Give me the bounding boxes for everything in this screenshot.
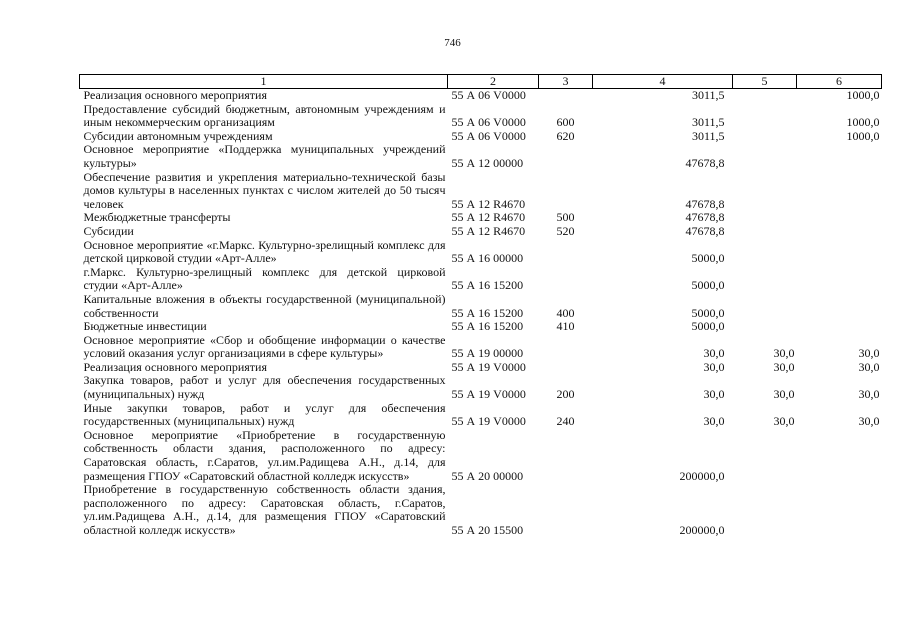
row-amount-col4: 5000,0 — [691, 305, 725, 320]
row-amount-col5 — [733, 266, 797, 293]
row-amount-col5: 30,0 — [773, 346, 795, 361]
table-row — [80, 266, 882, 293]
row-expense-type — [539, 361, 593, 375]
table-body — [80, 89, 882, 538]
row-amount-col4: 3011,5 — [691, 115, 725, 130]
row-amount-col5 — [733, 225, 797, 239]
row-amount-col6: 30,0 — [858, 387, 880, 402]
table-row — [80, 130, 882, 144]
row-name: Капитальные вложения в объекты государственной (муниципальной) собственности — [83, 291, 446, 320]
row-amount-col5 — [733, 143, 797, 170]
row-expense-type: 620 — [556, 128, 575, 143]
row-amount-col5: 30,0 — [773, 359, 795, 374]
row-amount-col4: 47678,8 — [685, 155, 725, 170]
budget-table — [79, 74, 882, 538]
row-expense-type — [539, 171, 593, 212]
row-code: 55 А 16 15200 — [451, 278, 524, 293]
row-amount-col4: 5000,0 — [691, 319, 725, 334]
row-amount-col5 — [733, 171, 797, 212]
row-name: Реализация основного мероприятия — [83, 359, 267, 374]
row-expense-type: 600 — [556, 115, 575, 130]
row-code: 55 А 16 15200 — [451, 319, 524, 334]
row-code: 55 А 16 00000 — [451, 251, 524, 266]
row-amount-col5 — [733, 103, 797, 130]
row-amount-col6: 1000,0 — [846, 88, 880, 102]
row-code: 55 А 19 V0000 — [451, 387, 526, 402]
row-code: 55 А 12 R4670 — [451, 223, 526, 238]
row-expense-type: 520 — [556, 223, 575, 238]
row-code: 55 А 19 V0000 — [451, 414, 526, 429]
row-amount-col4: 200000,0 — [679, 468, 725, 483]
column-header: 2 — [448, 75, 539, 89]
table-row — [80, 361, 882, 375]
column-header: 4 — [593, 75, 733, 89]
row-code: 55 А 12 R4670 — [451, 196, 526, 211]
column-header: 5 — [733, 75, 797, 89]
table-header-row — [80, 75, 882, 89]
table-row — [80, 143, 882, 170]
row-amount-col6 — [797, 171, 882, 212]
row-expense-type — [539, 143, 593, 170]
table-row — [80, 225, 882, 239]
row-name: Приобретение в государственную собственность области здания, расположенного по адресу: Саратовская область, г.Саратов, ул.им.Радищева А.Н., д.14, для размещения ГПОУ «Саратовский областной колледж искусств» — [83, 482, 446, 537]
table-row — [80, 239, 882, 266]
row-amount-col6: 30,0 — [858, 359, 880, 374]
row-amount-col4: 47678,8 — [685, 210, 725, 225]
row-name: Закупка товаров, работ и услуг для обеспечения государственных (муниципальных) нужд — [83, 373, 446, 402]
row-amount-col6 — [797, 266, 882, 293]
row-name: Основное мероприятие «Поддержка муниципальных учреждений культуры» — [83, 142, 446, 170]
table-row — [80, 320, 882, 334]
row-amount-col5: 30,0 — [773, 387, 795, 402]
row-amount-col4: 47678,8 — [685, 223, 725, 238]
row-amount-col5 — [733, 130, 797, 144]
row-amount-col5 — [733, 483, 797, 537]
row-code: 55 А 19 V0000 — [451, 359, 526, 374]
table-row — [80, 374, 882, 401]
row-name: Основное мероприятие «Сбор и обобщение информации о качестве условий оказания услуг организациями в сфере культуры» — [83, 332, 446, 361]
row-amount-col4: 30,0 — [703, 346, 725, 361]
row-amount-col6 — [797, 225, 882, 239]
table-row — [80, 402, 882, 429]
row-amount-col4: 47678,8 — [685, 196, 725, 211]
row-code: 55 А 20 00000 — [451, 468, 524, 483]
row-amount-col6: 30,0 — [858, 414, 880, 429]
row-amount-col4: 3011,5 — [691, 88, 725, 102]
row-code: 55 А 12 00000 — [451, 155, 524, 170]
row-amount-col5 — [733, 239, 797, 266]
row-amount-col4: 30,0 — [703, 387, 725, 402]
row-amount-col6 — [797, 211, 882, 225]
row-amount-col4: 5000,0 — [691, 278, 725, 293]
column-header: 1 — [80, 75, 448, 89]
row-name: Предоставление субсидий бюджетным, автономным учреждениям и иным некоммерческим организациям — [83, 101, 446, 130]
row-name: Субсидии — [83, 223, 134, 238]
column-header: 3 — [539, 75, 593, 89]
table-row — [80, 429, 882, 483]
row-expense-type: 410 — [556, 319, 575, 334]
table-row — [80, 89, 882, 103]
row-name: Обеспечение развития и укрепления материально-технической базы домов культуры в населенных пунктах с числом жителей до 50 тысяч человек — [83, 169, 446, 211]
row-amount-col6 — [797, 293, 882, 320]
row-amount-col4: 5000,0 — [691, 251, 725, 266]
row-code: 55 А 06 V0000 — [451, 88, 526, 102]
row-amount-col6: 1000,0 — [846, 128, 880, 143]
row-expense-type — [539, 429, 593, 483]
row-expense-type: 240 — [556, 414, 575, 429]
row-code: 55 А 19 00000 — [451, 346, 524, 361]
row-amount-col4: 200000,0 — [679, 523, 725, 537]
row-expense-type — [539, 266, 593, 293]
row-name: Бюджетные инвестиции — [83, 319, 207, 334]
row-amount-col6 — [797, 320, 882, 334]
row-code: 55 А 06 V0000 — [451, 115, 526, 130]
table-row — [80, 293, 882, 320]
row-amount-col6 — [797, 143, 882, 170]
row-amount-col5 — [733, 89, 797, 103]
row-name: Основное мероприятие «Приобретение в государственную собственность области здания, расположенного по адресу: Саратовская область, г.Саратов, ул.им.Радищева А.Н., д.14, для размещения ГПОУ «Саратовский областной колледж искусств» — [83, 427, 446, 483]
row-amount-col5 — [733, 293, 797, 320]
row-expense-type — [539, 483, 593, 537]
row-code: 55 А 06 V0000 — [451, 128, 526, 143]
row-amount-col5 — [733, 429, 797, 483]
row-name: Субсидии автономным учреждениям — [83, 128, 273, 143]
row-name: г.Маркс. Культурно-зрелищный комплекс для детской цирковой студии «Арт-Алле» — [83, 264, 446, 293]
row-amount-col6 — [797, 239, 882, 266]
row-expense-type: 400 — [556, 305, 575, 320]
row-amount-col6: 30,0 — [858, 346, 880, 361]
row-amount-col4: 30,0 — [703, 359, 725, 374]
row-code: 55 А 16 15200 — [451, 305, 524, 320]
row-amount-col5: 30,0 — [773, 414, 795, 429]
row-amount-col5 — [733, 320, 797, 334]
page-number: 746 — [444, 37, 461, 49]
table-row — [80, 483, 882, 537]
row-expense-type — [539, 334, 593, 361]
row-name: Межбюджетные трансферты — [83, 210, 231, 225]
row-amount-col5 — [733, 211, 797, 225]
row-name: Иные закупки товаров, работ и услуг для обеспечения государственных (муниципальных) нужд — [83, 400, 446, 429]
table-row — [80, 211, 882, 225]
row-amount-col4: 3011,5 — [691, 128, 725, 143]
row-expense-type: 200 — [556, 387, 575, 402]
table-row — [80, 103, 882, 130]
row-expense-type — [539, 89, 593, 103]
row-amount-col6 — [797, 429, 882, 483]
row-name: Основное мероприятие «г.Маркс. Культурно-зрелищный комплекс для детской цирковой студии «Арт-Алле» — [83, 237, 446, 266]
row-amount-col4: 30,0 — [703, 414, 725, 429]
row-amount-col6: 1000,0 — [846, 115, 880, 130]
column-header: 6 — [797, 75, 882, 89]
table-row — [80, 171, 882, 212]
row-code: 55 А 12 R4670 — [451, 210, 526, 225]
row-code: 55 А 20 15500 — [451, 523, 524, 537]
row-expense-type — [539, 239, 593, 266]
row-expense-type: 500 — [556, 210, 575, 225]
table-row — [80, 334, 882, 361]
row-amount-col6 — [797, 483, 882, 537]
row-name: Реализация основного мероприятия — [83, 88, 267, 102]
